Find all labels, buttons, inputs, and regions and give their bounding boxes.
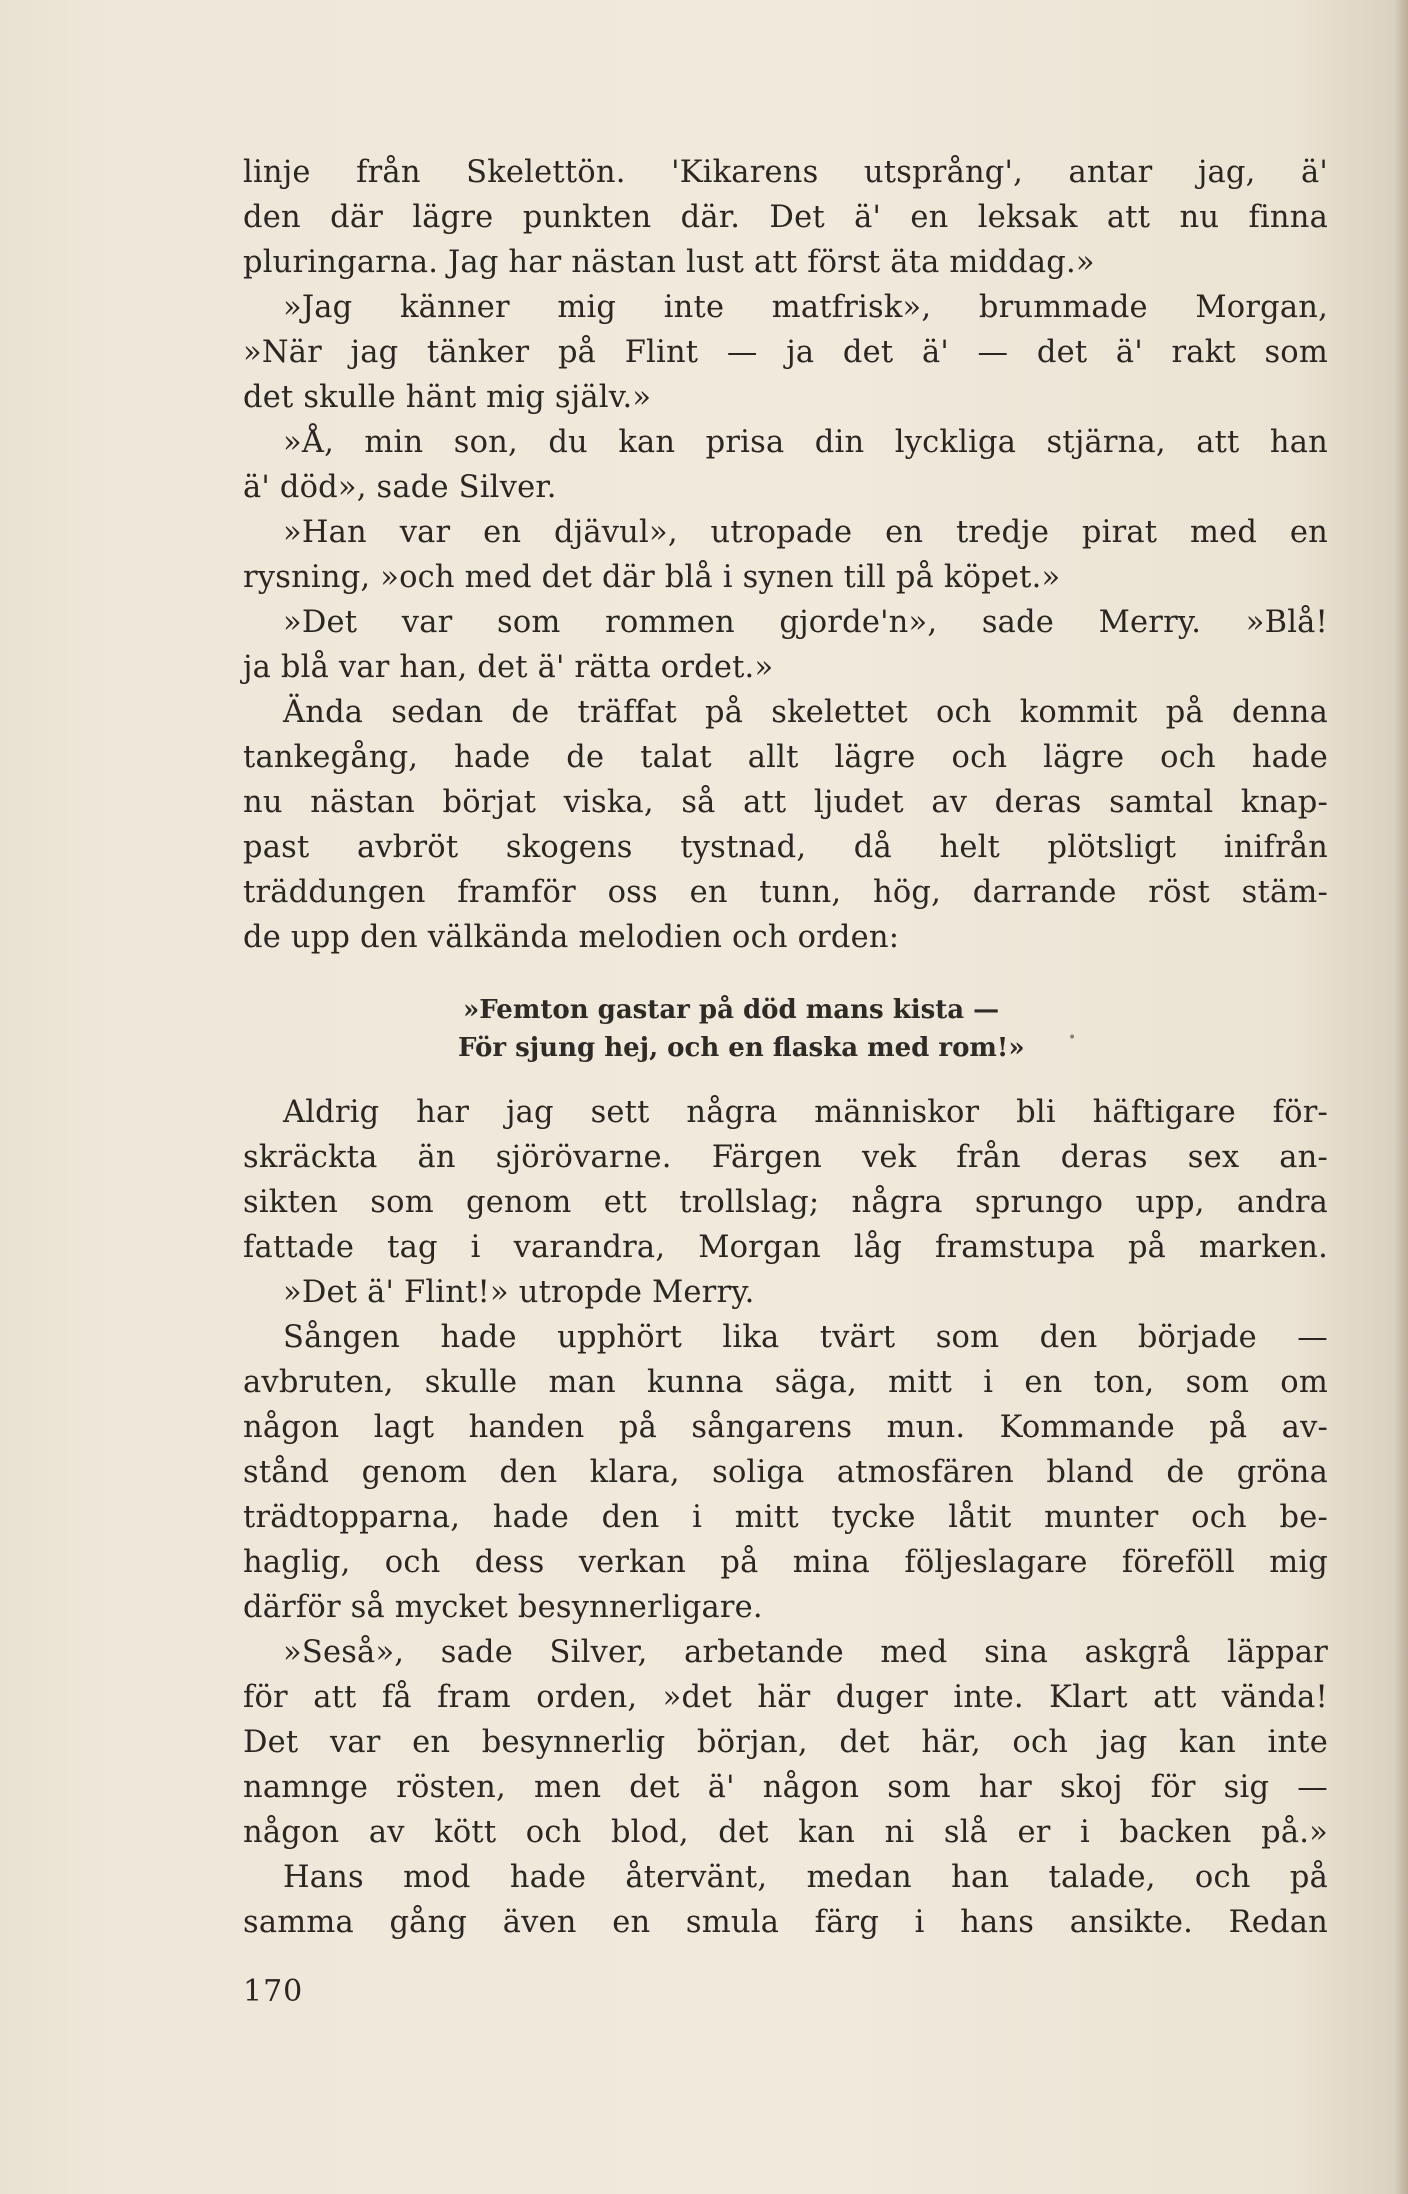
text-line: linje från Skelettön. 'Kikarens utsprång', antar jag, ä' bbox=[243, 155, 1328, 190]
text-line: namnge rösten, men det ä' någon som har skoj för sig — bbox=[243, 1770, 1328, 1805]
text-line: för att få fram orden, »det här duger inte. Klart att vända! bbox=[243, 1680, 1328, 1715]
text-line: någon lagt handen på sångarens mun. Kommande på av- bbox=[243, 1410, 1328, 1445]
text-line: nu nästan börjat viska, så att ljudet av deras samtal knap- bbox=[243, 785, 1328, 820]
text-line: rysning, »och med det där blå i synen till på köpet.» bbox=[243, 560, 1061, 595]
text-line: Ända sedan de träffat på skelettet och kommit på denna bbox=[283, 695, 1328, 730]
text-line: avbruten, skulle man kunna säga, mitt i en ton, som om bbox=[243, 1365, 1328, 1400]
text-line: »Seså», sade Silver, arbetande med sina askgrå läppar bbox=[283, 1635, 1328, 1670]
ink-speck: • bbox=[1068, 1030, 1077, 1046]
text-line: någon av kött och blod, det kan ni slå er i backen på.» bbox=[243, 1815, 1328, 1850]
text-line: »Det ä' Flint!» utropde Merry. bbox=[283, 1275, 755, 1310]
text-line: Det var en besynnerlig början, det här, och jag kan inte bbox=[243, 1725, 1328, 1760]
text-line: »Å, min son, du kan prisa din lyckliga stjärna, att han bbox=[283, 425, 1328, 460]
text-line: de upp den välkända melodien och orden: bbox=[243, 920, 900, 955]
text-line: pluringarna. Jag har nästan lust att först äta middag.» bbox=[243, 245, 1095, 280]
page-edge-shadow bbox=[1394, 0, 1408, 2194]
text-line: träddungen framför oss en tunn, hög, darrande röst stäm- bbox=[243, 875, 1328, 910]
text-line: sikten som genom ett trollslag; några sprungo upp, andra bbox=[243, 1185, 1328, 1220]
text-line: »Han var en djävul», utropade en tredje pirat med en bbox=[283, 515, 1328, 550]
text-line: trädtopparna, hade den i mitt tycke låtit munter och be- bbox=[243, 1500, 1328, 1535]
text-line: skräckta än sjörövarne. Färgen vek från deras sex an- bbox=[243, 1140, 1328, 1175]
verse-line: »Femton gastar på död mans kista — bbox=[463, 995, 1000, 1025]
text-line: ä' död», sade Silver. bbox=[243, 470, 557, 505]
text-line: »Det var som rommen gjorde'n», sade Merry. »Blå! bbox=[283, 605, 1328, 640]
text-line: Aldrig har jag sett några människor bli häftigare för- bbox=[283, 1095, 1328, 1130]
text-line: fattade tag i varandra, Morgan låg framstupa på marken. bbox=[243, 1230, 1328, 1265]
text-line: stånd genom den klara, soliga atmosfären bland de gröna bbox=[243, 1455, 1328, 1490]
text-line: haglig, och dess verkan på mina följeslagare föreföll mig bbox=[243, 1545, 1328, 1580]
text-line: »Jag känner mig inte matfrisk», brummade Morgan, bbox=[283, 290, 1328, 325]
text-line: Sången hade upphört lika tvärt som den började — bbox=[283, 1320, 1328, 1355]
text-line: ja blå var han, det ä' rätta ordet.» bbox=[243, 650, 774, 685]
text-line: den där lägre punkten där. Det ä' en leksak att nu finna bbox=[243, 200, 1328, 235]
text-line: därför så mycket besynnerligare. bbox=[243, 1590, 763, 1625]
text-line: tankegång, hade de talat allt lägre och lägre och hade bbox=[243, 740, 1328, 775]
verse-line: För sjung hej, och en flaska med rom!» bbox=[458, 1033, 1025, 1063]
text-line: »När jag tänker på Flint — ja det ä' — det ä' rakt som bbox=[243, 335, 1328, 370]
page-number: 170 bbox=[243, 1974, 304, 2009]
text-line: det skulle hänt mig själv.» bbox=[243, 380, 652, 415]
text-line: Hans mod hade återvänt, medan han talade, och på bbox=[283, 1860, 1328, 1895]
text-line: samma gång även en smula färg i hans ansikte. Redan bbox=[243, 1905, 1328, 1940]
text-line: past avbröt skogens tystnad, då helt plötsligt inifrån bbox=[243, 830, 1328, 865]
